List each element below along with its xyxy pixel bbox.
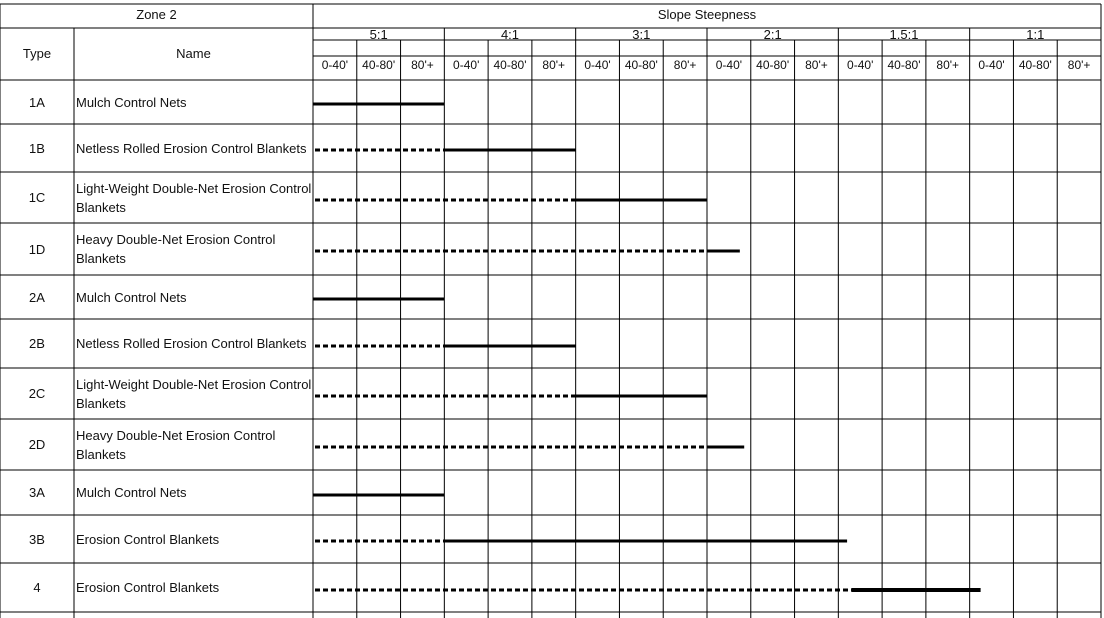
- name-header: Name: [176, 46, 211, 61]
- length-header: 80'+: [1067, 58, 1091, 72]
- slope-header: 4:1: [500, 27, 520, 42]
- length-header: 80'+: [542, 58, 566, 72]
- length-header: 40-80': [624, 58, 658, 72]
- row-type: 1C: [28, 190, 46, 205]
- slope-steepness-header: Slope Steepness: [657, 7, 757, 22]
- length-header: 40-80': [362, 58, 396, 72]
- row-name: Light-Weight Double-Net Erosion Control Blankets: [76, 180, 312, 215]
- slope-header: 2:1: [763, 27, 782, 42]
- length-header: 80'+: [411, 58, 434, 72]
- type-header: Type: [22, 46, 52, 61]
- length-header: 0-40': [978, 58, 1005, 72]
- slope-header: 1:1: [1026, 27, 1045, 42]
- row-type: 3B: [29, 531, 45, 547]
- row-name: Netless Rolled Erosion Control Blankets: [76, 336, 307, 351]
- length-header: 80'+: [673, 58, 697, 72]
- length-header: 0-40': [584, 58, 611, 72]
- slope-header: 5:1: [369, 27, 388, 42]
- row-name: Erosion Control Blankets: [76, 531, 220, 547]
- row-name: Mulch Control Nets: [76, 485, 187, 500]
- length-header: 0-40': [847, 58, 874, 72]
- row-type: 1B: [29, 140, 45, 156]
- row-type: 1D: [28, 241, 46, 257]
- row-type: 3A: [29, 485, 45, 500]
- row-name: Light-Weight Double-Net Erosion Control Blankets: [76, 376, 312, 411]
- length-header: 40-80': [1018, 58, 1052, 72]
- length-header: 40-80': [887, 58, 921, 72]
- row-name: Mulch Control Nets: [76, 94, 187, 110]
- length-header: 0-40': [321, 58, 349, 72]
- row-name: Erosion Control Blankets: [76, 580, 220, 595]
- row-type: 4: [33, 580, 41, 595]
- row-name: Heavy Double-Net Erosion Control Blankets: [76, 232, 276, 266]
- zone-header: Zone 2: [136, 7, 177, 22]
- row-type: 2C: [28, 386, 46, 401]
- length-header: 0-40': [715, 58, 743, 72]
- row-name: Mulch Control Nets: [76, 289, 187, 305]
- slope-header: 3:1: [632, 27, 651, 42]
- length-header: 80'+: [805, 58, 828, 72]
- row-type: 2A: [29, 289, 45, 305]
- row-name: Netless Rolled Erosion Control Blankets: [76, 140, 307, 156]
- row-type: 2D: [28, 437, 46, 452]
- row-type: 2B: [29, 336, 45, 351]
- row-type: 1A: [29, 94, 45, 110]
- row-name: Heavy Double-Net Erosion Control Blankets: [76, 427, 276, 462]
- length-header: 80'+: [936, 58, 960, 72]
- length-header: 0-40': [453, 58, 480, 72]
- length-header: 40-80': [493, 58, 527, 72]
- length-header: 40-80': [756, 58, 790, 72]
- slope-header: 1.5:1: [889, 27, 919, 42]
